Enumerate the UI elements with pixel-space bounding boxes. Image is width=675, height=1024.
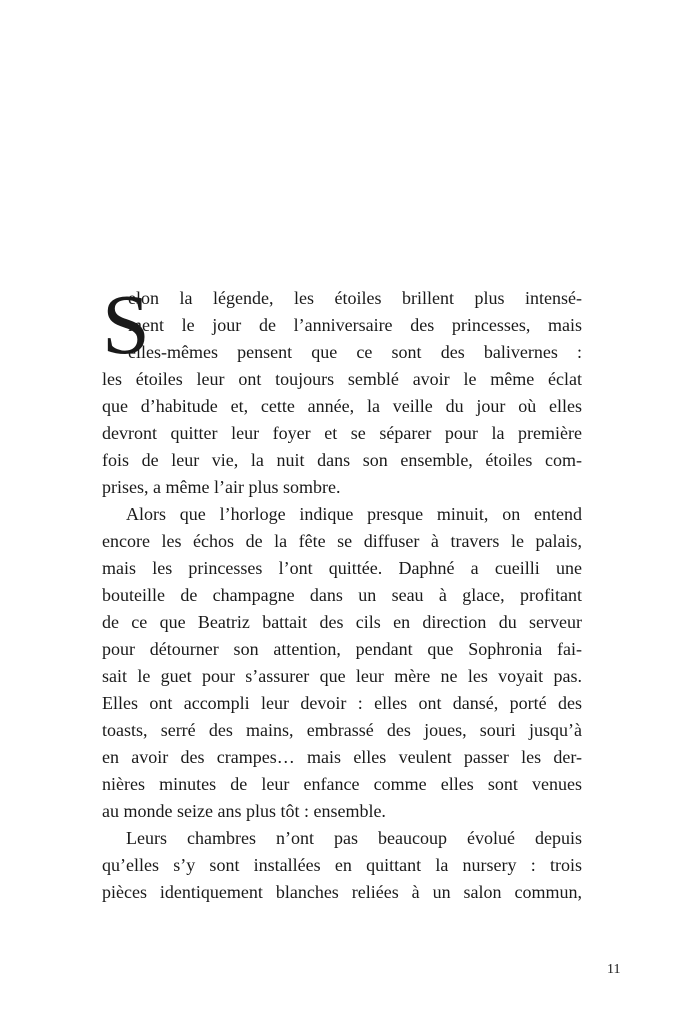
paragraph-3 <box>102 825 582 906</box>
text-line: bouteille de champagne dans un seau à glace, profitant <box>102 585 582 605</box>
text-line: fois de leur vie, la nuit dans son ensemble, étoiles com- <box>102 450 582 470</box>
text-line: elon la légende, les étoiles brillent plus intensé- <box>128 288 582 308</box>
text-line: elles-mêmes pensent que ce sont des balivernes : <box>128 342 582 362</box>
body-text <box>102 276 582 906</box>
drop-cap: S <box>102 276 150 372</box>
text-line: sait le guet pour s’assurer que leur mère ne les voyait pas. <box>102 666 582 686</box>
page-number: 11 <box>607 962 621 977</box>
text-line: ment le jour de l’anniversaire des princesses, mais <box>128 315 582 335</box>
text-line: prises, a même l’air plus sombre. <box>102 477 341 497</box>
text-line: Elles ont accompli leur devoir : elles ont dansé, porté des <box>102 693 582 713</box>
text-line: les étoiles leur ont toujours semblé avoir le même éclat <box>102 369 582 389</box>
text-line: qu’elles s’y sont installées en quittant la nursery : trois <box>102 855 582 875</box>
paragraph-1 <box>102 276 582 501</box>
text-line: pour détourner son attention, pendant que Sophronia fai- <box>102 639 582 659</box>
text-line: mais les princesses l’ont quittée. Daphné a cueilli une <box>102 558 582 578</box>
text-line: en avoir des crampes… mais elles veulent passer les der- <box>102 747 582 767</box>
text-line: nières minutes de leur enfance comme elles sont venues <box>102 774 582 794</box>
text-line: Leurs chambres n’ont pas beaucoup évolué depuis <box>126 828 582 848</box>
text-line: que d’habitude et, cette année, la veille du jour où elles <box>102 396 582 416</box>
text-line: au monde seize ans plus tôt : ensemble. <box>102 801 386 821</box>
text-line: pièces identiquement blanches reliées à un salon commun, <box>102 882 582 902</box>
text-line: encore les échos de la fête se diffuser à travers le palais, <box>102 531 582 551</box>
text-line: devront quitter leur foyer et se séparer pour la première <box>102 423 582 443</box>
paragraph-2 <box>102 501 582 825</box>
text-line: de ce que Beatriz battait des cils en direction du serveur <box>102 612 582 632</box>
text-line: toasts, serré des mains, embrassé des joues, souri jusqu’à <box>102 720 582 740</box>
text-line: Alors que l’horloge indique presque minuit, on entend <box>126 504 582 524</box>
